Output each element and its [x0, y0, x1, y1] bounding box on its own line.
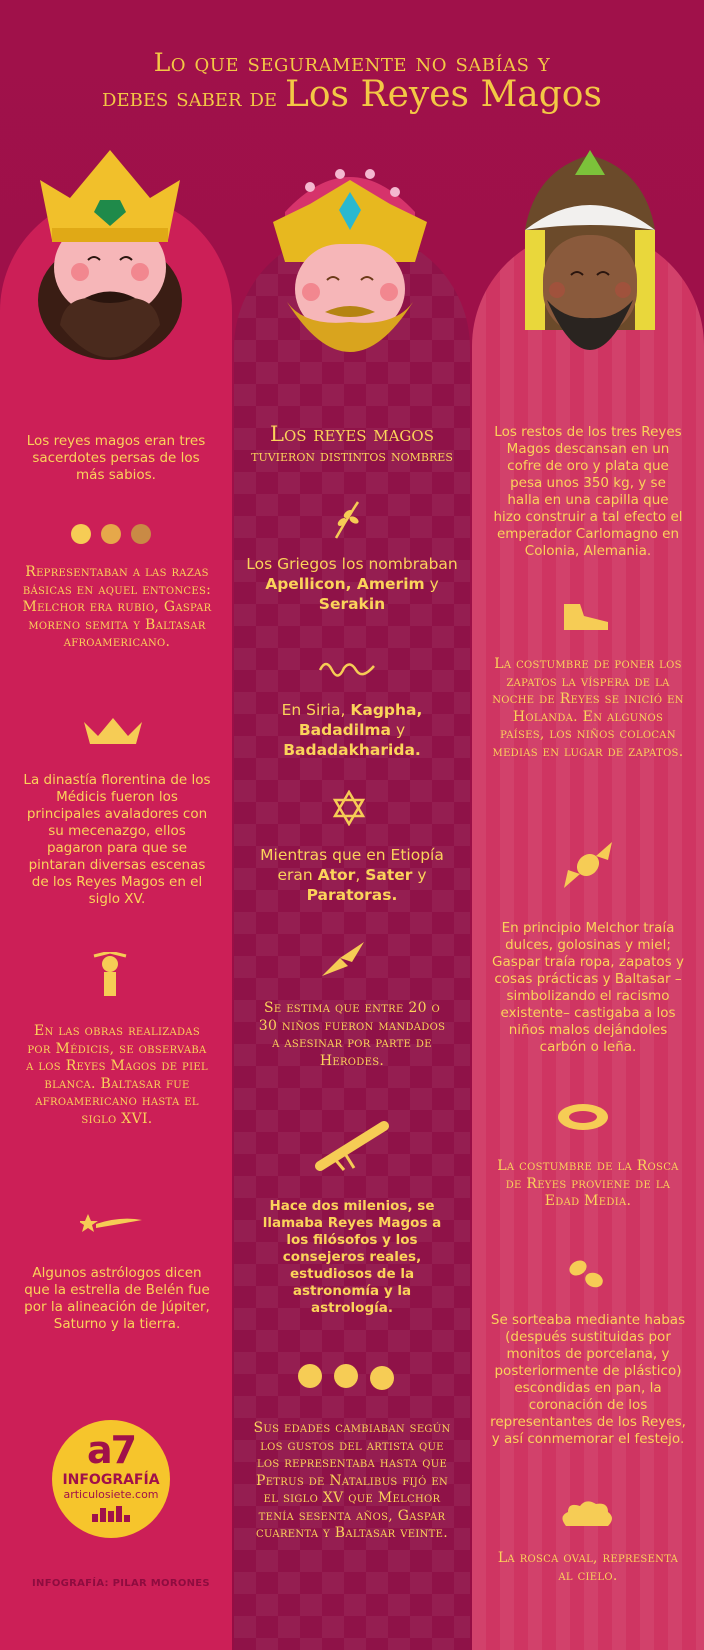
three-faces-icon: [66, 523, 156, 545]
griegos-y: y: [429, 575, 439, 593]
etiopia-name-2: Sater: [365, 866, 413, 884]
logo-mark: a7: [86, 1428, 136, 1472]
bars-icon: [92, 1506, 130, 1522]
cloud-icon: [558, 1498, 616, 1532]
middle-heading-line1: Los reyes magos: [270, 422, 434, 446]
middle-text-herodes: Se estima que entre 20 o 30 niños fueron mandados a asesinar por parte de Herodes.: [258, 1000, 446, 1069]
etiopia-pre: Mientras que en Etiopía eran: [260, 846, 444, 884]
title-line-1: Lo que seguramente no sabías y: [153, 48, 551, 77]
right-text-rosca: La costumbre de la Rosca de Reyes proviene de la Edad Media.: [497, 1158, 679, 1209]
star-of-david-icon: [332, 790, 366, 826]
site-logo[interactable]: [52, 1420, 170, 1538]
crown-icon: [82, 716, 144, 748]
king-gaspar: [265, 152, 435, 387]
telescope-icon: [314, 1118, 392, 1172]
page-title: [0, 48, 704, 115]
middle-text-siria: [256, 700, 448, 760]
siria-y: y: [395, 721, 406, 739]
left-text-obras: En las obras realizadas por Médicis, se observaba a los Reyes Magos de piel blanca. Baltasar fue afroamericano hasta el siglo XVI.: [26, 1023, 208, 1127]
king-baltasar: [505, 150, 675, 380]
right-text-oval: La rosca oval, representa al cielo.: [497, 1550, 679, 1584]
title-line-2-small: debes saber de: [102, 83, 278, 112]
logo-label: INFOGRAFÍA: [62, 1472, 160, 1488]
left-text-razas: Representaban a las razas básicas en aquel entonces: Melchor era rubio, Gaspar moreno semita y Baltasar afroamericano.: [22, 564, 212, 650]
title-line-2-big: Los Reyes Magos: [284, 74, 602, 115]
right-text-zapatos: La costumbre de poner los zapatos la víspera de la noche de Reyes se inició en Holanda. En algunos países, los niños colocan medias en lugar de zapatos.: [492, 656, 684, 760]
etiopia-y: y: [417, 866, 427, 884]
king-melchor: [30, 150, 190, 380]
figure-icon: [84, 952, 136, 998]
left-text-astrologos: Algunos astrólogos dicen que la estrella de Belén fue por la alineación de Júpiter, Saturno y la tierra.: [24, 1265, 210, 1332]
rosca-icon: [556, 1102, 610, 1132]
left-text-medicis: La dinastía florentina de los Médicis fueron los principales avaladores con su mecenazgo, ellos pagaron para que se pintaran diversas escenas de los Reyes Magos en el siglo XV.: [23, 772, 211, 907]
logo-site: articulosiete.com: [63, 1488, 159, 1501]
candy-icon: [562, 840, 614, 890]
signature-icon: [318, 656, 376, 678]
griegos-names: Apellicon, Amerim: [265, 575, 425, 593]
griegos-last: Serakin: [318, 595, 386, 613]
credit-text: INFOGRAFÍA: PILAR MORONES: [32, 1578, 210, 1589]
right-text-habas: Se sorteaba mediante habas (después sustituidas por monitos de porcelana, y posteriormente de plástico) escondidas en pan, la coronación de los representantes de los Reyes, y así conmemorar el festejo.: [490, 1312, 686, 1447]
shooting-star-icon: [80, 1212, 144, 1236]
middle-heading-line2: tuvieron distintos nombres: [251, 446, 453, 465]
left-text-sacerdotes: Los reyes magos eran tres sacerdotes persas de los más sabios.: [26, 433, 206, 483]
beans-icon: [566, 1258, 608, 1292]
middle-text-etiopia: [252, 845, 452, 905]
middle-text-edades: Sus edades cambiaban según los gustos del artista que los representaba hasta que Petrus de Natalibus fijó en el siglo XV que Melchor tenía sesenta años, Gaspar cuarenta y Baltasar veinte.: [253, 1420, 451, 1541]
dagger-icon: [318, 940, 368, 980]
title-line-2: [0, 74, 704, 115]
right-text-regalos: En principio Melchor traía dulces, golosinas y miel; Gaspar traía ropa, zapatos y cosas prácticas y Baltasar –simbolizando el racismo existente– castigaba a los niños malos dejándoles carbón o leña.: [492, 920, 684, 1055]
middle-text-griegos: [246, 554, 458, 614]
laurel-icon: [332, 500, 362, 540]
siria-names: Kagpha, Badadilma: [298, 701, 423, 739]
etiopia-comma: ,: [355, 866, 361, 884]
siria-pre: En Siria,: [281, 701, 346, 719]
middle-text-milenios: Hace dos milenios, se llamaba Reyes Magos a los filósofos y los consejeros reales, estudiosos de la astronomía y la astrología.: [262, 1198, 442, 1316]
siria-last: Badadakharida.: [283, 741, 421, 759]
right-text-restos: Los restos de los tres Reyes Magos descansan en un cofre de oro y plata que pesa unos 350 kg, y se halla en una capilla que hizo construir a tal efecto el emperador Carlomagno en Colonia, Alemania.: [493, 424, 683, 559]
etiopia-last: Paratoras.: [306, 886, 398, 904]
three-heads-icon: [296, 1362, 396, 1392]
etiopia-name-1: Ator: [317, 866, 356, 884]
griegos-pre: Los Griegos los nombraban: [246, 555, 458, 573]
shoe-icon: [560, 600, 612, 634]
middle-heading: [240, 422, 464, 465]
